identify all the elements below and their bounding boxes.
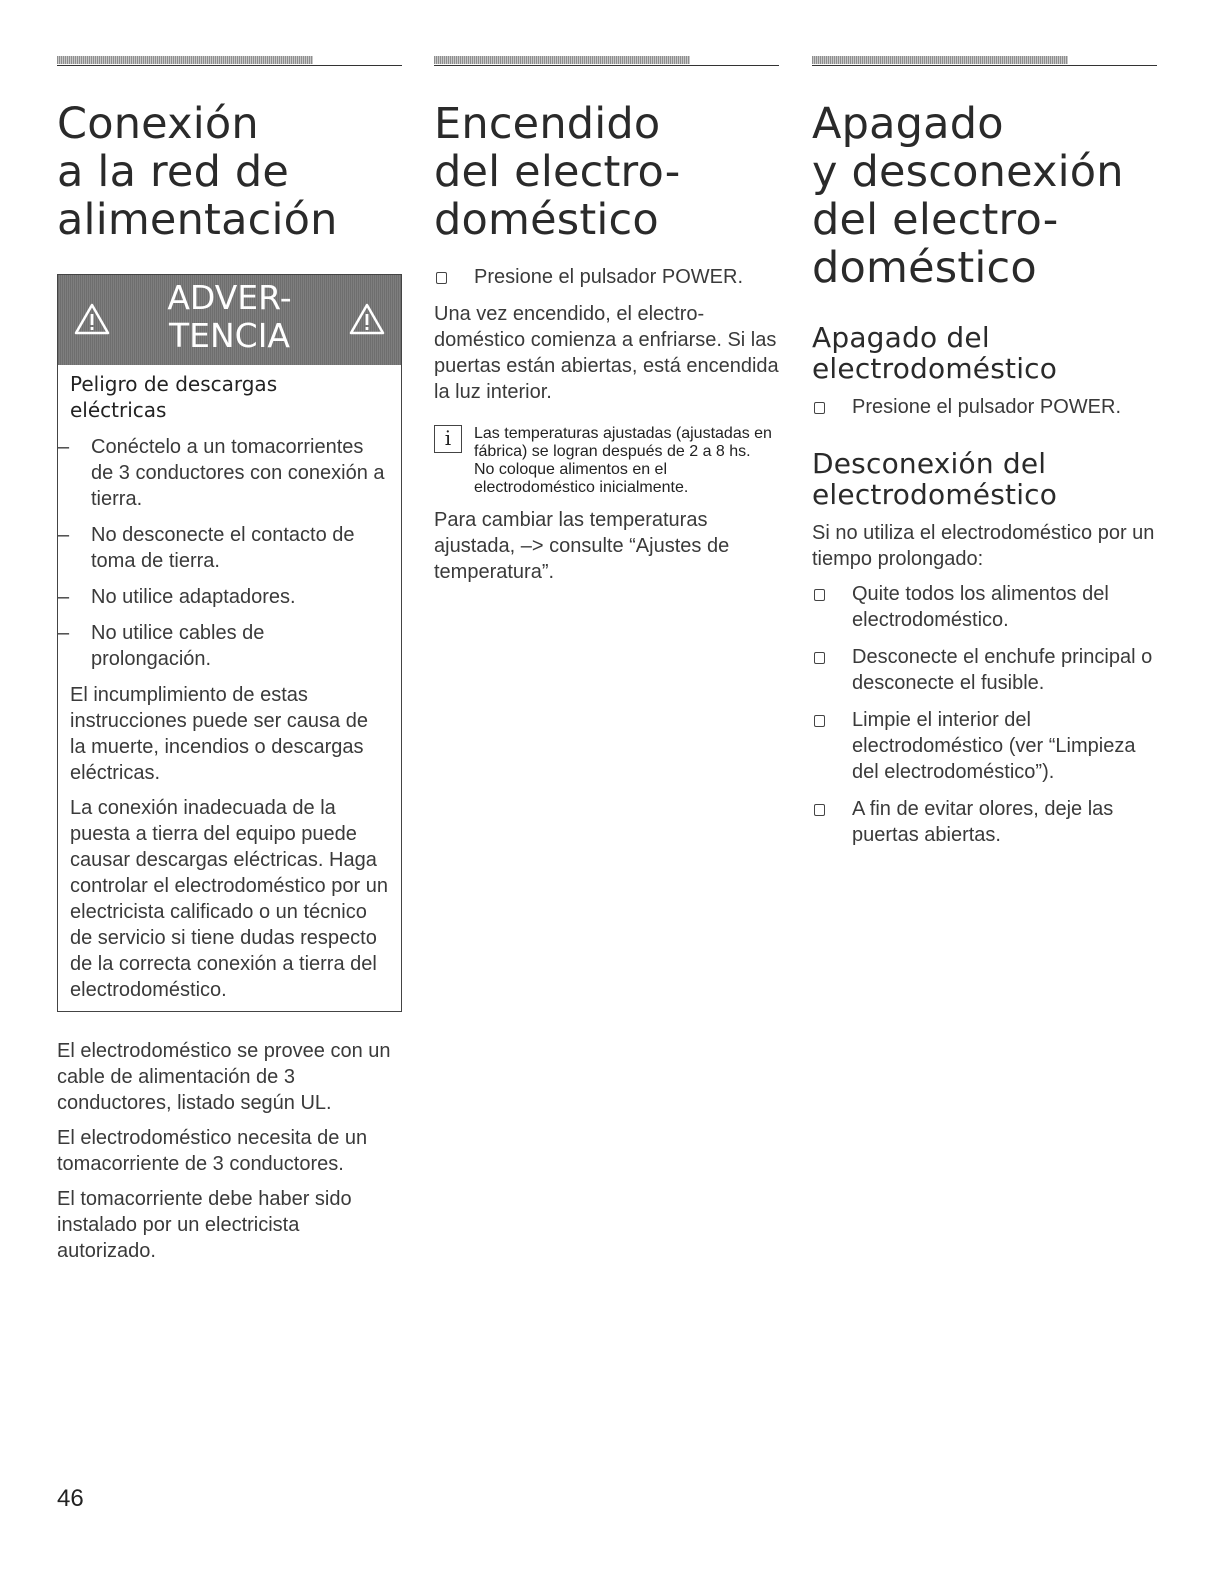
subheading-line: Desconexión del (812, 447, 1047, 480)
section-rule (812, 56, 1157, 66)
step-item (812, 796, 1157, 848)
heading-line: Conexión (57, 99, 259, 149)
warning-item: – No utilice cables de prolongación. (58, 620, 389, 672)
body-paragraph: El electrodoméstico se provee con un cable de alimentación de 3 conductores, listado según UL. (57, 1040, 391, 1114)
checkbox-icon (814, 402, 825, 414)
step-item (812, 394, 1157, 420)
heading-line: Apagado (812, 99, 1004, 149)
warning-body (58, 365, 401, 1011)
body-paragraph: El tomacorriente debe haber sido instalado por un electricista autorizado. (57, 1188, 352, 1262)
heading-switch-on (434, 100, 779, 244)
column-switch-on (434, 56, 779, 594)
warning-box (57, 274, 402, 1012)
warning-title-line: TENCIA (168, 316, 291, 355)
heading-line: doméstico (812, 243, 1037, 293)
info-icon: i (434, 425, 462, 453)
warning-paragraph: El incumplimiento de estas instrucciones puede ser causa de la muerte, incendios o descargas eléctricas. (70, 684, 368, 784)
warning-item: – Conéctelo a un tomacorrientes de 3 conductores con conexión a tierra. (58, 434, 389, 512)
heading-line: doméstico (434, 195, 659, 245)
warning-subtitle-line: Peligro de descargas (70, 372, 278, 396)
disconnect-steps (812, 581, 1157, 848)
info-text: Las temperaturas ajustadas (ajustadas en fábrica) se logran después de 2 a 8 hs. (474, 425, 772, 460)
page-number: 46 (57, 1485, 84, 1512)
warning-triangle-icon (349, 303, 385, 335)
step-item (812, 644, 1157, 696)
step-item (812, 707, 1157, 785)
switch-on-steps (434, 264, 779, 290)
step-text: Presione el pulsador POWER. (852, 396, 1122, 418)
heading-line: alimentación (57, 195, 338, 245)
subheading-line: electrodoméstico (812, 478, 1058, 511)
heading-line: del electro- (812, 195, 1059, 245)
checkbox-icon (436, 272, 447, 284)
heading-connection (57, 100, 402, 244)
body-paragraph: Si no utiliza el electrodoméstico por un tiempo prolongado: (812, 522, 1155, 570)
info-text: No coloque alimentos en el electrodoméstico inicialmente. (474, 461, 689, 496)
heading-switch-off (812, 100, 1157, 292)
warning-paragraph: La conexión inadecuada de la puesta a tierra del equipo puede causar descargas eléctricas. Haga controlar el electrodoméstico por un electricista calificado o un técnico de servicio si tiene dudas respecto de la correcta conexión a tierra del electrodoméstico. (70, 797, 388, 1001)
step-text: Limpie el interior del electrodoméstico (ver “Limpieza del electrodoméstico”). (852, 709, 1136, 783)
heading-line: y desconexión (812, 147, 1124, 197)
subheading-disconnect (812, 448, 1157, 510)
column-connection (57, 56, 402, 1273)
column-switch-off (812, 56, 1157, 859)
subheading-switch-off (812, 322, 1157, 384)
heading-line: del electro- (434, 147, 681, 197)
step-text: Quite todos los alimentos del electrodoméstico. (852, 583, 1109, 631)
section-rule (434, 56, 779, 66)
step-text: Desconecte el enchufe principal o desconecte el fusible. (852, 646, 1153, 694)
warning-title-line: ADVER- (167, 278, 292, 317)
warning-item: – No utilice adaptadores. (58, 584, 389, 610)
warning-header (58, 275, 401, 365)
subheading-line: Apagado del (812, 321, 990, 354)
warning-list (58, 434, 389, 672)
body-paragraph: El electrodoméstico necesita de un tomacorriente de 3 conductores. (57, 1127, 368, 1175)
step-item (434, 264, 779, 290)
step-item (812, 581, 1157, 633)
warning-subtitle-line: eléctricas (70, 398, 167, 422)
info-note (434, 425, 779, 497)
subheading-line: electrodoméstico (812, 352, 1058, 385)
body-paragraph: Una vez encendido, el electro- doméstico comienza a enfriarse. Si las puertas están abiertas, está encendida la luz interior. (434, 303, 779, 403)
warning-item: – No desconecte el contacto de toma de tierra. (58, 522, 389, 574)
warning-subtitle (70, 371, 389, 423)
connection-text (57, 1038, 402, 1264)
step-text: Presione el pulsador POWER. (474, 266, 744, 288)
checkbox-icon (814, 652, 825, 664)
body-paragraph: Para cambiar las temperaturas ajustada, –> consulte “Ajustes de temperatura”. (434, 509, 730, 583)
checkbox-icon (814, 804, 825, 816)
step-text: A fin de evitar olores, deje las puertas abiertas. (852, 798, 1114, 846)
section-rule (57, 56, 402, 66)
heading-line: Encendido (434, 99, 661, 149)
heading-line: a la red de (57, 147, 290, 197)
switch-off-steps (812, 394, 1157, 420)
checkbox-icon (814, 715, 825, 727)
checkbox-icon (814, 589, 825, 601)
